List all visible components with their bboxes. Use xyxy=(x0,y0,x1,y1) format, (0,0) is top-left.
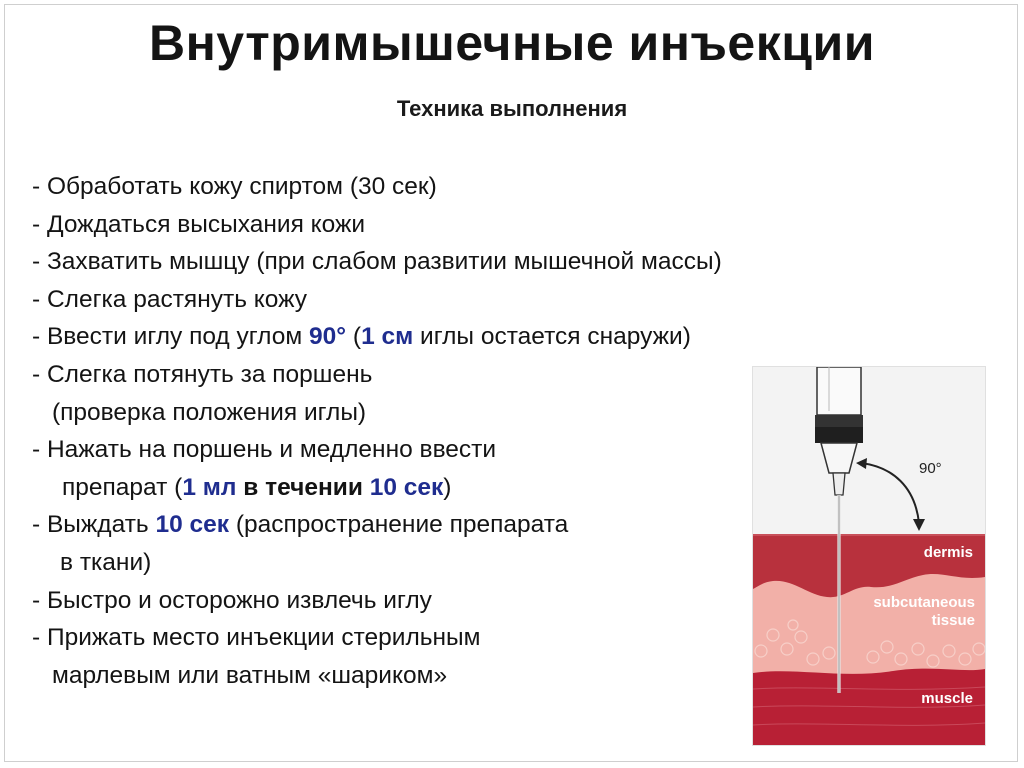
step-7-time: 10 сек xyxy=(369,473,444,501)
dermis-label: dermis xyxy=(923,544,973,561)
step-9: - Быстро и осторожно извлечь иглу xyxy=(32,586,432,614)
step-4: - Слегка растянуть кожу xyxy=(32,285,308,313)
step-6: - Слегка потянуть за поршень xyxy=(32,360,373,388)
step-7-text-d: в течении xyxy=(236,473,370,501)
step-5-text-a: - Ввести иглу под углом xyxy=(32,323,310,351)
step-10: - Прижать место инъекции стерильным xyxy=(32,624,481,652)
step-5-text-e: иглы остается снаружи) xyxy=(413,323,691,351)
step-5 xyxy=(32,318,932,356)
step-6-cont: (проверка положения иглы) xyxy=(52,398,367,426)
step-3: - Захватить мышцу (при слабом развитии мышечной массы) xyxy=(32,248,722,276)
step-7-volume: 1 мл xyxy=(182,473,237,501)
needle-base xyxy=(833,473,845,495)
step-7-text-f: ) xyxy=(443,473,452,501)
step-5-length: 1 см xyxy=(361,323,414,351)
injection-illustration xyxy=(752,366,986,746)
syringe-barrel xyxy=(817,367,861,415)
step-1: - Обработать кожу спиртом (30 сек) xyxy=(32,173,437,200)
injection-diagram xyxy=(753,367,985,745)
subcutaneous-label-2: tissue xyxy=(931,612,975,629)
step-7-text-b: препарат ( xyxy=(62,473,183,501)
angle-label: 90° xyxy=(919,460,942,477)
plunger-stopper xyxy=(815,415,863,427)
step-2: - Дождаться высыхания кожи xyxy=(32,210,366,238)
step-8-cont: в ткани) xyxy=(60,548,152,576)
step-8-time: 10 сек xyxy=(155,511,230,539)
step-7: - Нажать на поршень и медленно ввести xyxy=(32,436,497,464)
step-5-angle: 90° xyxy=(309,323,347,351)
step-8-text-a: - Выждать xyxy=(32,511,156,539)
syringe-hub-top xyxy=(815,427,863,443)
subcutaneous-label-1: subcutaneous xyxy=(873,594,975,611)
step-10-cont: марлевым или ватным «шариком» xyxy=(52,661,448,689)
muscle-label: muscle xyxy=(921,690,973,707)
page-subtitle: Техника выполнения xyxy=(396,96,628,121)
step-8-text-c: (распространение препарата xyxy=(229,511,569,539)
page-title: Внутримышечные инъекции xyxy=(149,15,875,71)
step-5-text-c: ( xyxy=(346,323,362,351)
